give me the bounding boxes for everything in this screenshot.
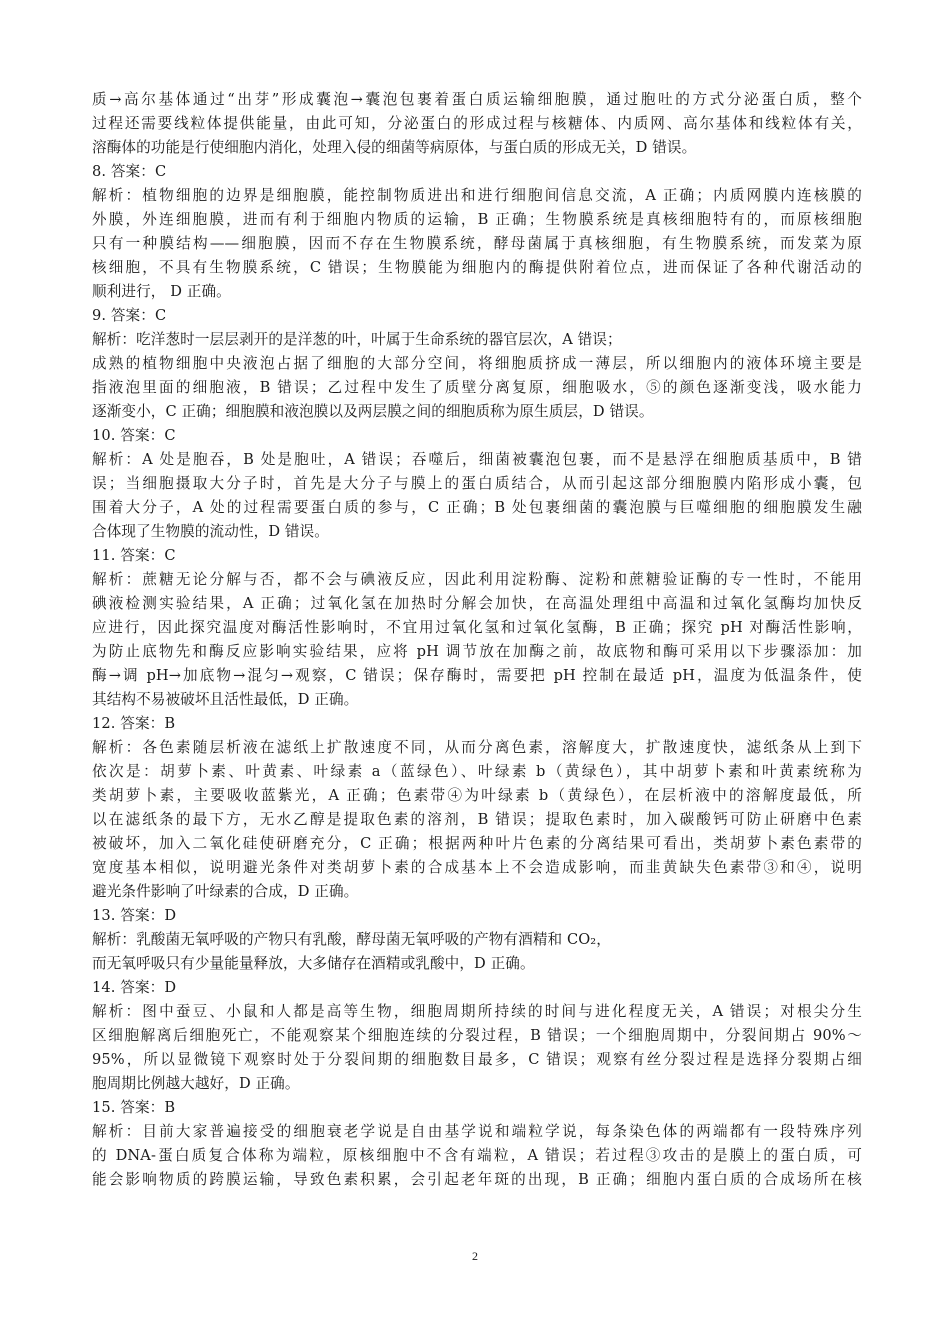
text-line: 解析：A 处是胞吞，B 处是胞吐，A 错误；吞噬后，细菌被囊泡包裹，而不是悬浮在细胞质基质中，B 错 bbox=[92, 451, 862, 468]
text-line: 15. 答案：B bbox=[92, 1099, 176, 1116]
text-line: 合体现了生物膜的流动性，D 错误。 bbox=[92, 523, 329, 540]
text-line: 解析：吃洋葱时一层层剥开的是洋葱的叶，叶属于生命系统的器官层次，A 错误； bbox=[92, 331, 622, 348]
text-line: 被破坏，加入二氧化硅使研磨充分，C 正确；根据两种叶片色素的分离结果可看出，类胡萝卜素色素带的 bbox=[92, 835, 862, 852]
text-line: 解析：乳酸菌无氧呼吸的产物只有乳酸，酵母菌无氧呼吸的产物有酒精和 CO₂， bbox=[92, 931, 611, 948]
text-line: 8. 答案：C bbox=[92, 163, 167, 180]
text-line: 的 DNA-蛋白质复合体称为端粒，原核细胞中不含有端粒，A 错误；若过程③攻击的是膜上的蛋白质，可 bbox=[92, 1147, 862, 1164]
text-line: 围着大分子，A 处的过程需要蛋白质的参与，C 正确；B 处包裹细菌的囊泡膜与巨噬细胞的细胞膜发生融 bbox=[92, 499, 862, 516]
text-line: 质→高尔基体通过“出芽”形成囊泡→囊泡包裹着蛋白质运输细胞膜，通过胞吐的方式分泌蛋白质，整个 bbox=[92, 91, 862, 108]
text-line: 顺利进行， D 正确。 bbox=[92, 283, 231, 300]
text-line: 避光条件影响了叶绿素的合成，D 正确。 bbox=[92, 883, 359, 900]
text-line: 酶→调 pH→加底物→混匀→观察，C 错误；保存酶时，需要把 pH 控制在最适 pH，温度为低温条件，使 bbox=[92, 667, 862, 684]
text-line: 过程还需要线粒体提供能量，由此可知，分泌蛋白的形成过程与核糖体、内质网、高尔基体和线粒体有关， bbox=[92, 115, 862, 132]
text-line: 解析：各色素随层析液在滤纸上扩散速度不同，从而分离色素，溶解度大，扩散速度快，滤纸条从上到下 bbox=[92, 739, 862, 756]
text-line: 而无氧呼吸只有少量能量释放，大多储存在酒精或乳酸中，D 正确。 bbox=[92, 955, 535, 972]
text-line: 解析：图中蚕豆、小鼠和人都是高等生物，细胞周期所持续的时间与进化程度无关，A 错误；对根尖分生 bbox=[92, 1003, 862, 1020]
text-line: 指液泡里面的细胞液，B 错误；乙过程中发生了质壁分离复原，细胞吸水，⑤的颜色逐渐变浅，吸水能力 bbox=[92, 379, 862, 396]
text-line: 误；当细胞摄取大分子时，首先是大分子与膜上的蛋白质结合，从而引起这部分细胞膜内陷形成小囊，包 bbox=[92, 475, 862, 492]
text-line: 应进行，因此探究温度对酶活性影响时，不宜用过氧化氢和过氧化氢酶，B 正确；探究 pH 对酶活性影响， bbox=[92, 619, 862, 636]
text-line: 逐渐变小，C 正确；细胞膜和液泡膜以及两层膜之间的细胞质称为原生质层，D 错误。 bbox=[92, 403, 654, 420]
text-line: 其结构不易被破坏且活性最低，D 正确。 bbox=[92, 691, 359, 708]
text-line: 为防止底物先和酶反应影响实验结果，应将 pH 调节放在加酶之前，故底物和酶可采用以下步骤添加：加 bbox=[92, 643, 862, 660]
text-line: 核细胞，不具有生物膜系统，C 错误；生物膜能为细胞内的酶提供附着位点，进而保证了各种代谢活动的 bbox=[92, 259, 862, 276]
text-line: 11. 答案：C bbox=[92, 547, 176, 564]
text-line: 胞周期比例越大越好，D 正确。 bbox=[92, 1075, 300, 1092]
text-line: 解析：蔗糖无论分解与否，都不会与碘液反应，因此利用淀粉酶、淀粉和蔗糖验证酶的专一性时，不能用 bbox=[92, 571, 862, 588]
text-line: 类胡萝卜素，主要吸收蓝紫光，A 正确；色素带④为叶绿素 b（黄绿色），在层析液中的溶解度最低，所 bbox=[92, 787, 862, 804]
page-number: 2 bbox=[472, 1249, 478, 1263]
text-line: 碘液检测实验结果，A 正确；过氧化氢在加热时分解会加快，在高温处理组中高温和过氧化氢酶均加快反 bbox=[92, 595, 862, 612]
text-line: 宽度基本相似，说明避光条件对类胡萝卜素的合成基本上不会造成影响，而韭黄缺失色素带③和④，说明 bbox=[92, 859, 862, 876]
text-line: 12. 答案：B bbox=[92, 715, 176, 732]
text-line: 只有一种膜结构——细胞膜，因而不存在生物膜系统，酵母菌属于真核细胞，有生物膜系统，而发菜为原 bbox=[92, 235, 862, 252]
text-line: 能会影响物质的跨膜运输，导致色素积累，会引起老年斑的出现，B 正确；细胞内蛋白质的合成场所在核 bbox=[92, 1171, 862, 1188]
text-line: 以在滤纸条的最下方，无水乙醇是提取色素的溶剂，B 错误；提取色素时，加入碳酸钙可防止研磨中色素 bbox=[92, 811, 862, 828]
text-line: 13. 答案：D bbox=[92, 907, 177, 924]
text-line: 9. 答案：C bbox=[92, 307, 167, 324]
text-line: 解析：目前大家普遍接受的细胞衰老学说是自由基学说和端粒学说，每条染色体的两端都有一段特殊序列 bbox=[92, 1123, 862, 1140]
text-line: 依次是：胡萝卜素、叶黄素、叶绿素 a（蓝绿色）、叶绿素 b（黄绿色），其中胡萝卜素和叶黄素统称为 bbox=[92, 763, 862, 780]
text-line: 解析：植物细胞的边界是细胞膜，能控制物质进出和进行细胞间信息交流，A 正确；内质网膜内连核膜的 bbox=[92, 187, 862, 204]
text-line: 溶酶体的功能是行使细胞内消化，处理入侵的细菌等病原体，与蛋白质的形成无关，D 错误。 bbox=[92, 139, 697, 156]
text-line: 10. 答案：C bbox=[92, 427, 176, 444]
text-line: 95%，所以显微镜下观察时处于分裂间期的细胞数目最多，C 错误；观察有丝分裂过程是选择分裂期占细 bbox=[92, 1051, 862, 1068]
text-line: 成熟的植物细胞中央液泡占据了细胞的大部分空间，将细胞质挤成一薄层，所以细胞内的液体环境主要是 bbox=[92, 355, 862, 372]
text-line: 14. 答案：D bbox=[92, 979, 177, 996]
text-line: 区细胞解离后细胞死亡，不能观察某个细胞连续的分裂过程，B 错误；一个细胞周期中，分裂间期占 90%～ bbox=[92, 1027, 862, 1044]
text-line: 外膜，外连细胞膜，进而有利于细胞内物质的运输，B 正确；生物膜系统是真核细胞特有的，而原核细胞 bbox=[92, 211, 862, 228]
document-body bbox=[92, 88, 862, 1192]
